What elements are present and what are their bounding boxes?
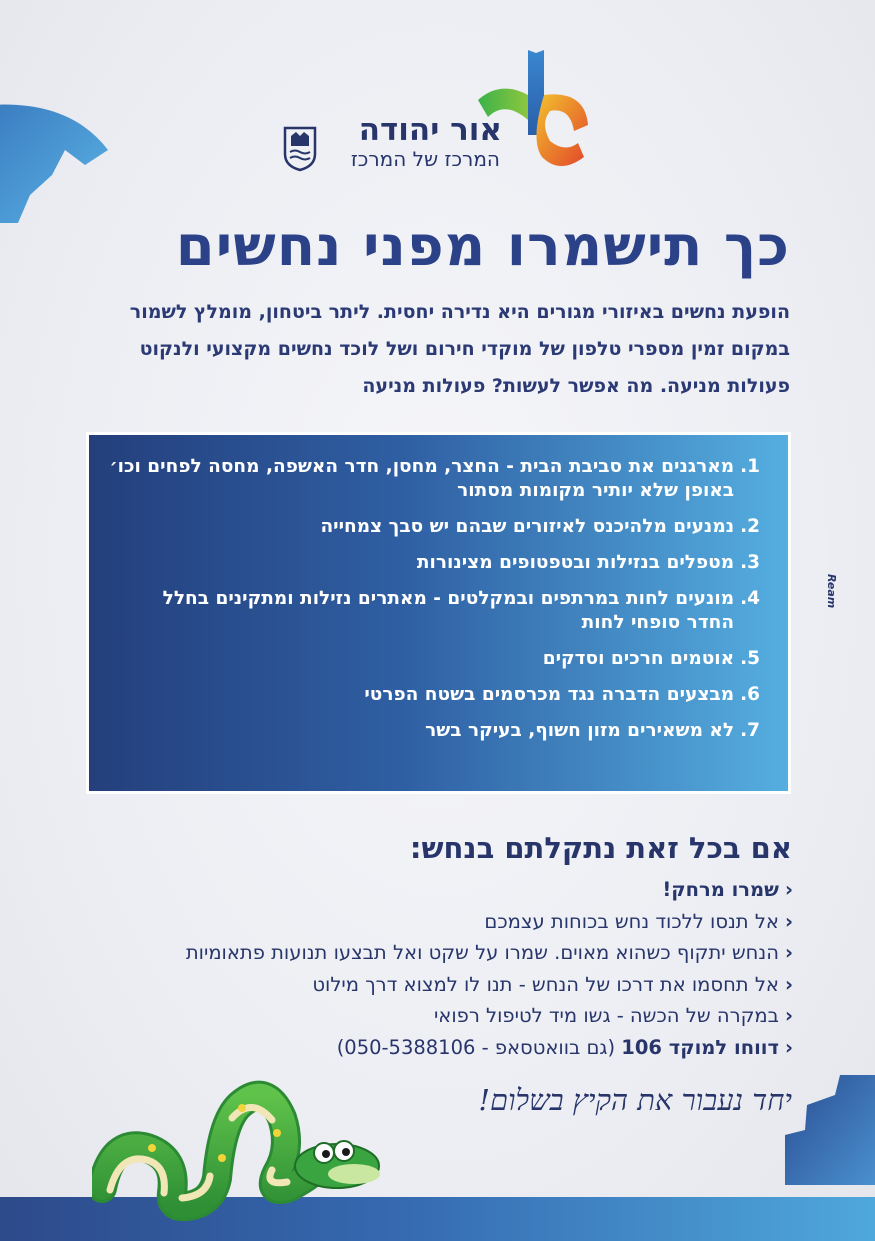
step-number: 4.	[740, 588, 760, 609]
step-text: מטפלים בנזילות ובטפטופים מצינורות	[416, 552, 735, 573]
step-text: מונעים לחות במרתפים ובמקלטים - מאתרים נזילות ומתקינים בחלל החדר סופחי לחות	[162, 588, 735, 633]
step-item	[109, 515, 760, 539]
step-item	[109, 719, 760, 743]
chevron-left-icon: ‹	[784, 972, 793, 996]
decorative-arc-right	[785, 1075, 875, 1185]
tip-text: אל תנסו ללכוד נחש בכוחות עצמכם	[484, 909, 779, 933]
step-text: נמנעים מלהיכנס לאיזורים שבהם יש סבך צמחייה	[320, 516, 735, 537]
slogan: יחד נעבור את הקיץ בשלום!	[478, 1083, 792, 1117]
chevron-left-icon: ‹	[784, 909, 793, 933]
chevron-left-icon: ‹	[784, 878, 793, 901]
tip-text: דווחו למוקד 106	[621, 1035, 779, 1059]
step-item	[109, 647, 760, 671]
tip-item	[60, 937, 793, 969]
step-number: 5.	[740, 648, 760, 669]
tip-text: שמרו מרחק!	[662, 878, 779, 901]
decorative-arc-left	[0, 95, 110, 225]
tip-item	[60, 906, 793, 938]
tip-extra: (גם בוואטסאפ - 050-5388106)	[336, 1035, 622, 1059]
encounter-tips-list	[60, 874, 793, 1063]
chevron-left-icon: ‹	[784, 1004, 793, 1027]
chevron-left-icon: ‹	[784, 941, 793, 964]
tip-text: במקרה של הכשה - גשו מיד לטיפול רפואי	[433, 1004, 779, 1027]
step-number: 1.	[740, 456, 760, 477]
tip-item	[60, 969, 793, 1001]
prevention-steps-panel	[86, 432, 791, 794]
prevention-steps-list	[89, 435, 788, 743]
step-item	[109, 455, 760, 503]
city-name: אור יהודה	[358, 112, 502, 148]
step-text: מארגנים את סביבת הבית - החצר, מחסן, חדר האשפה, מחסה לפחים וכו׳ באופן שלא יותיר מקומות מסתור	[109, 456, 735, 501]
tip-item	[60, 874, 793, 906]
step-number: 2.	[740, 516, 760, 537]
chevron-left-icon: ‹	[784, 1035, 793, 1059]
step-number: 7.	[740, 720, 760, 741]
step-text: לא משאירים מזון חשוף, בעיקר בשר	[425, 720, 735, 741]
step-text: אוטמים חרכים וסדקים	[542, 648, 735, 669]
intro-paragraph: הופעת נחשים באיזורי מגורים היא נדירה יחסית. ליתר ביטחון, מומלץ לשמור במקום זמין מספרי טלפון של מוקדי חירום ושל לוכד נחשים מקצועי ולנקוט פעולות מניעה. מה אפשר לעשות? פעולות מניעה	[129, 301, 790, 397]
side-mark-text: Ream	[825, 574, 838, 609]
city-subtitle: המרכז של המרכז	[350, 147, 500, 171]
tip-item	[60, 1032, 793, 1064]
city-emblem-icon	[282, 124, 318, 172]
encounter-heading: אם בכל זאת נתקלתם בנחש:	[409, 831, 792, 865]
step-item	[109, 587, 760, 635]
step-text: מבצעים הדברה נגד מכרסמים בשטח הפרטי	[364, 684, 735, 705]
tip-text: אל תחסמו את דרכו של הנחש - תנו לו למצוא דרך מילוט	[312, 972, 779, 996]
step-item	[109, 683, 760, 707]
page-title: כך תישמרו מפני נחשים	[175, 214, 790, 279]
step-item	[109, 551, 760, 575]
step-number: 6.	[740, 684, 760, 705]
tip-item	[60, 1000, 793, 1032]
snake-illustration-icon	[92, 1078, 392, 1223]
step-number: 3.	[740, 552, 760, 573]
tip-text: הנחש יתקוף כשהוא מאוים. שמרו על שקט ואל תבצעו תנועות פתאומיות	[185, 941, 779, 964]
side-mark	[816, 570, 846, 630]
